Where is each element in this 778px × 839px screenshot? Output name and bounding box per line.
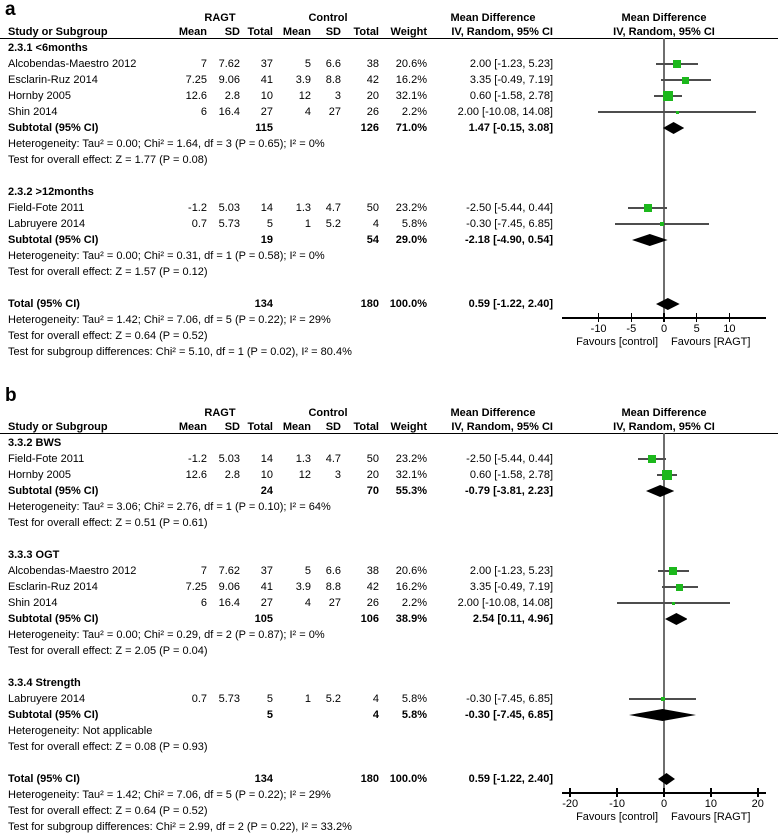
ragt-total: 37 [260, 565, 273, 577]
control-sd [311, 120, 341, 136]
favours-control-label: Favours [control] [576, 811, 658, 823]
weight: 23.2% [395, 453, 427, 465]
spacer-row [0, 755, 556, 771]
control-total: 20 [366, 469, 379, 481]
control-total: 26 [366, 106, 379, 118]
control-total: 50 [366, 453, 379, 465]
stat-text-row [0, 152, 556, 168]
control-sd [311, 771, 341, 787]
weight: 32.1% [395, 469, 427, 481]
total-row [0, 296, 556, 312]
ragt-mean: 7.25 [185, 581, 207, 593]
stat-text: Test for overall effect: Z = 0.64 (P = 0.52) [8, 330, 208, 342]
control-sd: 8.8 [325, 74, 341, 86]
study-row [0, 104, 556, 120]
md-ci-text: 1.47 [-0.15, 3.08] [468, 122, 553, 134]
subtotal-row [0, 483, 556, 499]
stat-text-row [0, 312, 556, 328]
ragt-mean: 12.6 [185, 469, 207, 481]
study-name: Hornby 2005 [8, 90, 71, 102]
group-header-row [0, 40, 556, 56]
stat-text: Test for overall effect: Z = 0.08 (P = 0.93) [8, 741, 208, 753]
control-mean [273, 771, 311, 787]
study-row [0, 563, 556, 579]
ragt-sd: 9.06 [218, 74, 240, 86]
ragt-mean [169, 120, 207, 136]
control-sd: 3 [334, 90, 341, 102]
subtotal-row [0, 611, 556, 627]
control-sd [311, 232, 341, 248]
mean-difference-stat-header: Mean Difference [450, 12, 536, 24]
weight: 2.2% [401, 597, 427, 609]
ragt-mean [169, 232, 207, 248]
study-name: Labruyere 2014 [8, 693, 86, 705]
ragt-total: 115 [255, 122, 273, 134]
control-total: 4 [372, 693, 379, 705]
stat-text-row [0, 344, 556, 360]
group-label: 3.3.3 OGT [8, 549, 60, 561]
stat-text: Test for overall effect: Z = 2.05 (P = 0.04) [8, 645, 208, 657]
spacer-row [0, 280, 556, 296]
ragt-total: 19 [260, 234, 273, 246]
control-sd: 8.8 [325, 581, 341, 593]
ragt-sd: 5.73 [218, 693, 240, 705]
stat-text-row [0, 803, 556, 819]
control-sd-header: SD [325, 421, 341, 433]
ragt-total: 105 [254, 613, 273, 625]
control-mean: 4 [304, 106, 311, 118]
ragt-mean [169, 611, 207, 627]
control-total: 180 [360, 298, 379, 310]
axis-tick-label: 0 [660, 798, 668, 810]
stat-text: Test for subgroup differences: Chi² = 2.99, df = 2 (P = 0.22), I² = 33.2% [8, 821, 352, 833]
stat-text-row [0, 739, 556, 755]
study-name: Total (95% CI) [8, 773, 80, 785]
spacer-row [0, 659, 556, 675]
ragt-total: 24 [260, 485, 273, 497]
study-row [0, 595, 556, 611]
group-header-row [0, 184, 556, 200]
weight: 20.6% [395, 565, 427, 577]
control-mean: 1.3 [295, 202, 311, 214]
stat-text: Test for overall effect: Z = 0.64 (P = 0.52) [8, 805, 208, 817]
mean-difference-plot-header: Mean Difference [621, 12, 707, 24]
axis-tick-label: 0 [660, 323, 668, 335]
group-label: 3.3.4 Strength [8, 677, 81, 689]
control-sd: 27 [328, 106, 341, 118]
md-ci-text: 2.00 [-1.23, 5.23] [469, 58, 553, 70]
axis-tick-label: -10 [590, 323, 607, 335]
stat-text-row [0, 787, 556, 803]
ragt-mean [169, 296, 207, 312]
weight-header: Weight [390, 421, 427, 433]
ragt-mean-header: Mean [178, 26, 207, 38]
ragt-group-header: RAGT [204, 407, 236, 419]
control-sd: 6.6 [325, 58, 341, 70]
study-name: Esclarin-Ruz 2014 [8, 74, 98, 86]
weight: 71.0% [395, 122, 427, 134]
ragt-sd: 2.8 [224, 469, 240, 481]
axis-tick-label: -5 [626, 323, 637, 335]
subtotal-row [0, 232, 556, 248]
control-total: 4 [372, 218, 379, 230]
ragt-mean: 12.6 [185, 90, 207, 102]
stat-text: Test for overall effect: Z = 1.77 (P = 0.08) [8, 154, 208, 166]
iv-random-ci-plot-header: IV, Random, 95% CI [613, 26, 715, 38]
control-mean: 5 [304, 565, 311, 577]
control-sd: 27 [328, 597, 341, 609]
md-ci-text: 2.00 [-10.08, 14.08] [457, 597, 553, 609]
ragt-mean-header: Mean [178, 421, 207, 433]
column-header [0, 395, 778, 435]
control-total: 26 [366, 597, 379, 609]
control-sd: 5.2 [325, 693, 341, 705]
weight: 55.3% [395, 485, 427, 497]
ragt-sd [207, 483, 240, 499]
group-label: 2.3.2 >12months [8, 186, 94, 198]
control-sd: 6.6 [325, 565, 341, 577]
weight: 29.0% [395, 234, 427, 246]
control-total: 54 [366, 234, 379, 246]
header-underline [0, 38, 778, 40]
ragt-sd: 16.4 [218, 597, 240, 609]
study-row [0, 467, 556, 483]
table-rows [0, 40, 778, 360]
ragt-sd: 7.62 [218, 565, 240, 577]
control-mean [273, 483, 311, 499]
stat-text-row [0, 328, 556, 344]
study-name: Shin 2014 [8, 597, 58, 609]
stat-text: Heterogeneity: Not applicable [8, 725, 153, 737]
control-mean: 3.9 [295, 74, 311, 86]
study-name: Labruyere 2014 [8, 218, 86, 230]
control-sd [311, 296, 341, 312]
study-name: Field-Fote 2011 [8, 453, 85, 465]
ragt-sd: 5.03 [218, 202, 240, 214]
study-col-header: Study or Subgroup [8, 421, 108, 433]
stat-text: Heterogeneity: Tau² = 3.06; Chi² = 2.76, df = 1 (P = 0.10); I² = 64% [8, 501, 331, 513]
ragt-mean [169, 483, 207, 499]
stat-text-row [0, 819, 556, 835]
stat-text-row [0, 136, 556, 152]
control-total: 20 [366, 90, 379, 102]
ragt-total: 134 [254, 298, 273, 310]
ragt-mean [169, 707, 207, 723]
ragt-mean: -1.2 [188, 453, 207, 465]
ragt-mean [169, 771, 207, 787]
study-name: Total (95% CI) [8, 298, 80, 310]
control-mean-header: Mean [282, 421, 311, 433]
spacer-row [0, 531, 556, 547]
panel-a [0, 0, 778, 395]
ragt-sd [207, 707, 240, 723]
ragt-sd-header: SD [224, 421, 240, 433]
study-name: Shin 2014 [8, 106, 58, 118]
weight: 5.8% [401, 218, 427, 230]
weight: 32.1% [395, 90, 427, 102]
ragt-sd: 5.03 [218, 453, 240, 465]
ragt-total: 5 [266, 693, 273, 705]
study-name: Field-Fote 2011 [8, 202, 85, 214]
weight: 2.2% [401, 106, 427, 118]
weight: 100.0% [389, 298, 427, 310]
ragt-mean: 6 [200, 106, 207, 118]
stat-text: Heterogeneity: Tau² = 0.00; Chi² = 0.29, df = 2 (P = 0.87); I² = 0% [8, 629, 325, 641]
panel-label: a [5, 0, 16, 20]
ragt-group-header: RAGT [204, 12, 236, 24]
axis-tick-label: -10 [609, 798, 626, 810]
stat-text-row [0, 627, 556, 643]
control-sd: 5.2 [325, 218, 341, 230]
control-sd: 4.7 [325, 202, 341, 214]
control-mean: 12 [298, 469, 311, 481]
table-rows [0, 435, 778, 835]
control-total: 180 [360, 773, 379, 785]
study-name: Subtotal (95% CI) [8, 709, 99, 721]
study-name: Alcobendas-Maestro 2012 [8, 565, 137, 577]
ragt-mean: 0.7 [191, 218, 207, 230]
ragt-mean: -1.2 [188, 202, 207, 214]
study-name: Subtotal (95% CI) [8, 122, 99, 134]
ragt-total: 5 [266, 218, 273, 230]
md-ci-text: -0.30 [-7.45, 6.85] [466, 693, 553, 705]
ragt-sd: 2.8 [224, 90, 240, 102]
weight: 38.9% [395, 613, 427, 625]
stat-text-row [0, 515, 556, 531]
favours-ragt-label: Favours [RAGT] [671, 336, 751, 348]
column-header [0, 0, 778, 40]
control-mean: 5 [304, 58, 311, 70]
control-mean-header: Mean [282, 26, 311, 38]
md-ci-text: -2.50 [-5.44, 0.44] [466, 453, 553, 465]
iv-random-ci-plot-header: IV, Random, 95% CI [613, 421, 715, 433]
panel-label: b [5, 385, 17, 406]
ragt-total: 14 [260, 202, 273, 214]
control-total: 70 [366, 485, 379, 497]
md-ci-text: 3.35 [-0.49, 7.19] [469, 581, 553, 593]
favours-control-label: Favours [control] [576, 336, 658, 348]
subtotal-row [0, 707, 556, 723]
control-mean: 1.3 [295, 453, 311, 465]
mean-difference-plot-header: Mean Difference [621, 407, 707, 419]
md-ci-text: 0.59 [-1.22, 2.40] [468, 773, 553, 785]
ragt-total-header: Total [247, 26, 273, 38]
ragt-sd [207, 771, 240, 787]
weight: 20.6% [395, 58, 427, 70]
study-name: Alcobendas-Maestro 2012 [8, 58, 137, 70]
ragt-sd: 9.06 [218, 581, 240, 593]
control-mean [273, 296, 311, 312]
ragt-total-header: Total [247, 421, 273, 433]
weight: 5.8% [401, 693, 427, 705]
iv-random-ci-stat-header: IV, Random, 95% CI [451, 26, 553, 38]
ragt-sd: 16.4 [218, 106, 240, 118]
ragt-total: 27 [260, 106, 273, 118]
control-total: 42 [366, 74, 379, 86]
control-mean: 4 [304, 597, 311, 609]
group-header-row [0, 435, 556, 451]
ragt-sd-header: SD [224, 26, 240, 38]
ragt-total: 10 [260, 469, 273, 481]
ragt-mean: 7.25 [185, 74, 207, 86]
ragt-total: 41 [260, 581, 273, 593]
md-ci-text: 2.00 [-1.23, 5.23] [469, 565, 553, 577]
group-label: 3.3.2 BWS [8, 437, 62, 449]
weight: 23.2% [395, 202, 427, 214]
ragt-sd: 7.62 [218, 58, 240, 70]
control-total: 126 [360, 122, 379, 134]
control-mean: 3.9 [295, 581, 311, 593]
study-row [0, 579, 556, 595]
stat-text-row [0, 499, 556, 515]
study-name: Hornby 2005 [8, 469, 71, 481]
control-mean [273, 120, 311, 136]
control-sd: 3 [334, 469, 341, 481]
favours-ragt-label: Favours [RAGT] [671, 811, 751, 823]
control-mean [273, 611, 311, 627]
control-mean: 1 [304, 218, 311, 230]
study-row [0, 691, 556, 707]
md-ci-text: -2.50 [-5.44, 0.44] [466, 202, 553, 214]
study-row [0, 88, 556, 104]
md-ci-text: -0.30 [-7.45, 6.85] [466, 218, 553, 230]
stat-text: Heterogeneity: Tau² = 1.42; Chi² = 7.06, df = 5 (P = 0.22); I² = 29% [8, 789, 331, 801]
group-label: 2.3.1 <6months [8, 42, 88, 54]
md-ci-text: 2.00 [-10.08, 14.08] [457, 106, 553, 118]
weight: 16.2% [395, 581, 427, 593]
stat-text-row [0, 723, 556, 739]
control-mean: 1 [304, 693, 311, 705]
study-name: Subtotal (95% CI) [8, 613, 99, 625]
control-sd [311, 483, 341, 499]
weight: 16.2% [395, 74, 427, 86]
study-row [0, 200, 556, 216]
ragt-mean: 7 [200, 58, 207, 70]
study-row [0, 56, 556, 72]
stat-text: Test for subgroup differences: Chi² = 5.10, df = 1 (P = 0.02), I² = 80.4% [8, 346, 352, 358]
stat-text-row [0, 248, 556, 264]
ragt-mean: 6 [200, 597, 207, 609]
md-ci-text: 3.35 [-0.49, 7.19] [469, 74, 553, 86]
control-total-header: Total [353, 421, 379, 433]
ragt-sd: 5.73 [218, 218, 240, 230]
spacer-row [0, 168, 556, 184]
subtotal-row [0, 120, 556, 136]
iv-random-ci-stat-header: IV, Random, 95% CI [451, 421, 553, 433]
stat-text: Heterogeneity: Tau² = 1.42; Chi² = 7.06, df = 5 (P = 0.22); I² = 29% [8, 314, 331, 326]
control-total: 50 [366, 202, 379, 214]
ragt-sd [207, 611, 240, 627]
study-name: Esclarin-Ruz 2014 [8, 581, 98, 593]
study-col-header: Study or Subgroup [8, 26, 108, 38]
md-ci-text: 0.60 [-1.58, 2.78] [469, 469, 553, 481]
ragt-total: 14 [260, 453, 273, 465]
group-header-row [0, 675, 556, 691]
control-mean: 12 [298, 90, 311, 102]
study-row [0, 72, 556, 88]
control-mean [273, 232, 311, 248]
study-name: Subtotal (95% CI) [8, 485, 99, 497]
axis-tick-label: 20 [751, 798, 764, 810]
control-sd [311, 611, 341, 627]
ragt-total: 27 [260, 597, 273, 609]
axis-tick-label: 5 [693, 323, 700, 335]
mean-difference-stat-header: Mean Difference [450, 407, 536, 419]
control-group-header: Control [308, 407, 348, 419]
control-total: 4 [372, 709, 379, 721]
stat-text: Heterogeneity: Tau² = 0.00; Chi² = 0.31, df = 1 (P = 0.58); I² = 0% [8, 250, 325, 262]
control-sd-header: SD [325, 26, 341, 38]
ragt-total: 10 [260, 90, 273, 102]
stat-text: Heterogeneity: Tau² = 0.00; Chi² = 1.64, df = 3 (P = 0.65); I² = 0% [8, 138, 325, 150]
weight-header: Weight [390, 26, 427, 38]
md-ci-text: -0.30 [-7.45, 6.85] [464, 709, 553, 721]
header-underline [0, 433, 778, 435]
axis-tick-label: -20 [562, 798, 579, 810]
control-total-header: Total [353, 26, 379, 38]
stat-text: Test for overall effect: Z = 0.51 (P = 0.61) [8, 517, 208, 529]
stat-text-row [0, 264, 556, 280]
control-total: 106 [360, 613, 379, 625]
ragt-total: 37 [260, 58, 273, 70]
control-total: 38 [366, 58, 379, 70]
total-row [0, 771, 556, 787]
control-mean [273, 707, 311, 723]
ragt-total: 41 [260, 74, 273, 86]
control-total: 38 [366, 565, 379, 577]
stat-text-row [0, 643, 556, 659]
ragt-mean: 0.7 [191, 693, 207, 705]
weight: 5.8% [401, 709, 427, 721]
group-header-row [0, 547, 556, 563]
weight: 100.0% [389, 773, 427, 785]
ragt-sd [207, 120, 240, 136]
axis-tick-label: 10 [723, 323, 736, 335]
ragt-sd [207, 232, 240, 248]
control-group-header: Control [308, 12, 348, 24]
md-ci-text: 2.54 [0.11, 4.96] [472, 613, 553, 625]
stat-text: Test for overall effect: Z = 1.57 (P = 0.12) [8, 266, 208, 278]
control-total: 42 [366, 581, 379, 593]
ragt-total: 134 [254, 773, 273, 785]
study-row [0, 216, 556, 232]
study-name: Subtotal (95% CI) [8, 234, 99, 246]
study-row [0, 451, 556, 467]
md-ci-text: 0.60 [-1.58, 2.78] [469, 90, 553, 102]
ragt-sd [207, 296, 240, 312]
md-ci-text: -2.18 [-4.90, 0.54] [464, 234, 553, 246]
ragt-mean: 7 [200, 565, 207, 577]
control-sd: 4.7 [325, 453, 341, 465]
md-ci-text: -0.79 [-3.81, 2.23] [464, 485, 553, 497]
axis-tick-label: 10 [704, 798, 718, 810]
ragt-total: 5 [266, 709, 273, 721]
md-ci-text: 0.59 [-1.22, 2.40] [468, 298, 553, 310]
control-sd [311, 707, 341, 723]
panel-b [0, 385, 778, 839]
